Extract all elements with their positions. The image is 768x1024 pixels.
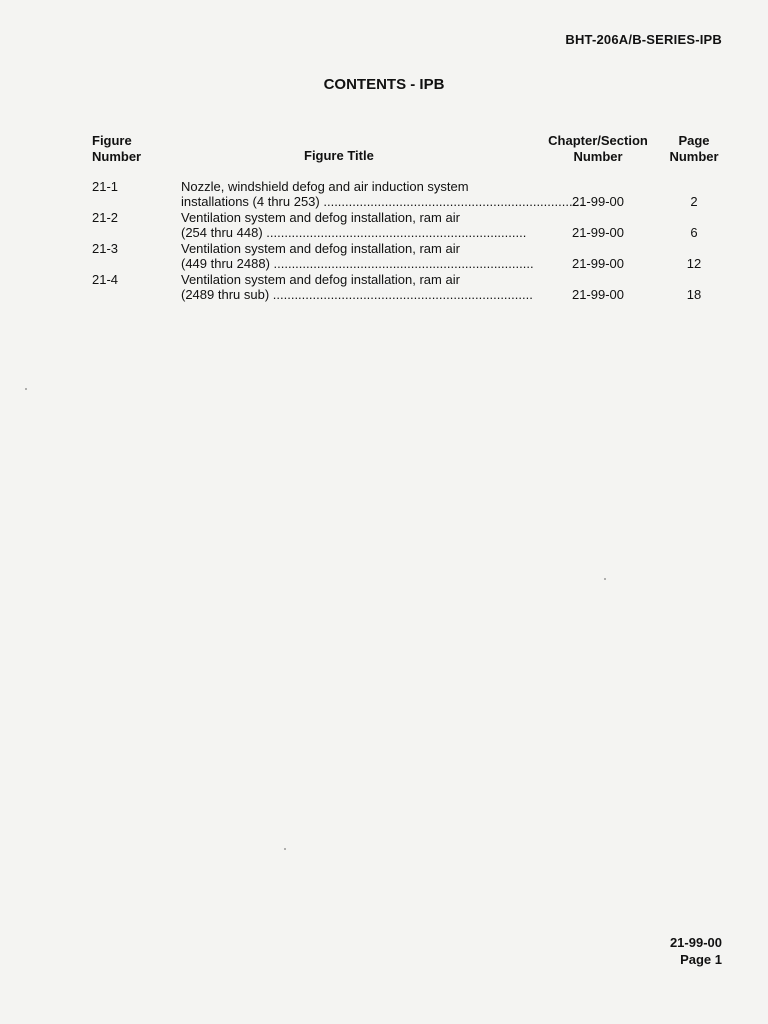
- contents-row[interactable]: [0, 272, 768, 303]
- scan-speck: [25, 388, 27, 390]
- figure-title-line1: Ventilation system and defog installation, ram air: [181, 241, 460, 256]
- scan-speck: [284, 848, 286, 850]
- figure-number: 21-1: [92, 179, 119, 194]
- contents-row[interactable]: [0, 179, 768, 210]
- page-title: CONTENTS - IPB: [323, 76, 445, 93]
- contents-row[interactable]: [0, 210, 768, 241]
- page-number: 18: [686, 287, 702, 302]
- page-number: 2: [690, 194, 698, 209]
- footer-chapter: 21-99-00: [669, 935, 722, 950]
- figure-title-line1: Nozzle, windshield defog and air induction system: [181, 179, 469, 194]
- column-header-page-number: Page Number: [669, 133, 719, 164]
- page-number: 6: [690, 225, 698, 240]
- document-id-header: BHT-206A/B-SERIES-IPB: [565, 32, 722, 47]
- figure-title-line1: Ventilation system and defog installation, ram air: [181, 210, 460, 225]
- column-header-figure-title: Figure Title: [304, 148, 374, 163]
- figure-number: 21-4: [92, 272, 119, 287]
- scan-speck: [604, 578, 606, 580]
- chapter-section-number: 21-99-00: [571, 287, 625, 302]
- figure-number: 21-2: [92, 210, 119, 225]
- chapter-section-number: 21-99-00: [571, 256, 625, 271]
- column-header-chapter-section: Chapter/Section Number: [548, 133, 648, 164]
- page-footer: [670, 934, 722, 968]
- figure-title-line1: Ventilation system and defog installation, ram air: [181, 272, 460, 287]
- contents-row[interactable]: [0, 241, 768, 272]
- column-header-figure-number: Figure Number: [92, 133, 142, 164]
- chapter-section-number: 21-99-00: [571, 194, 625, 209]
- chapter-section-number: 21-99-00: [571, 225, 625, 240]
- figure-title-line2: installations (4 thru 253) ........................................................................: [181, 194, 584, 209]
- figure-title-line2: (254 thru 448) ........................................................................: [181, 225, 527, 240]
- footer-page: Page 1: [680, 952, 722, 967]
- figure-number: 21-3: [92, 241, 119, 256]
- figure-title-line2: (2489 thru sub) ........................................................................: [181, 287, 533, 302]
- page-number: 12: [686, 256, 702, 271]
- figure-title-line2: (449 thru 2488) ........................................................................: [181, 256, 534, 271]
